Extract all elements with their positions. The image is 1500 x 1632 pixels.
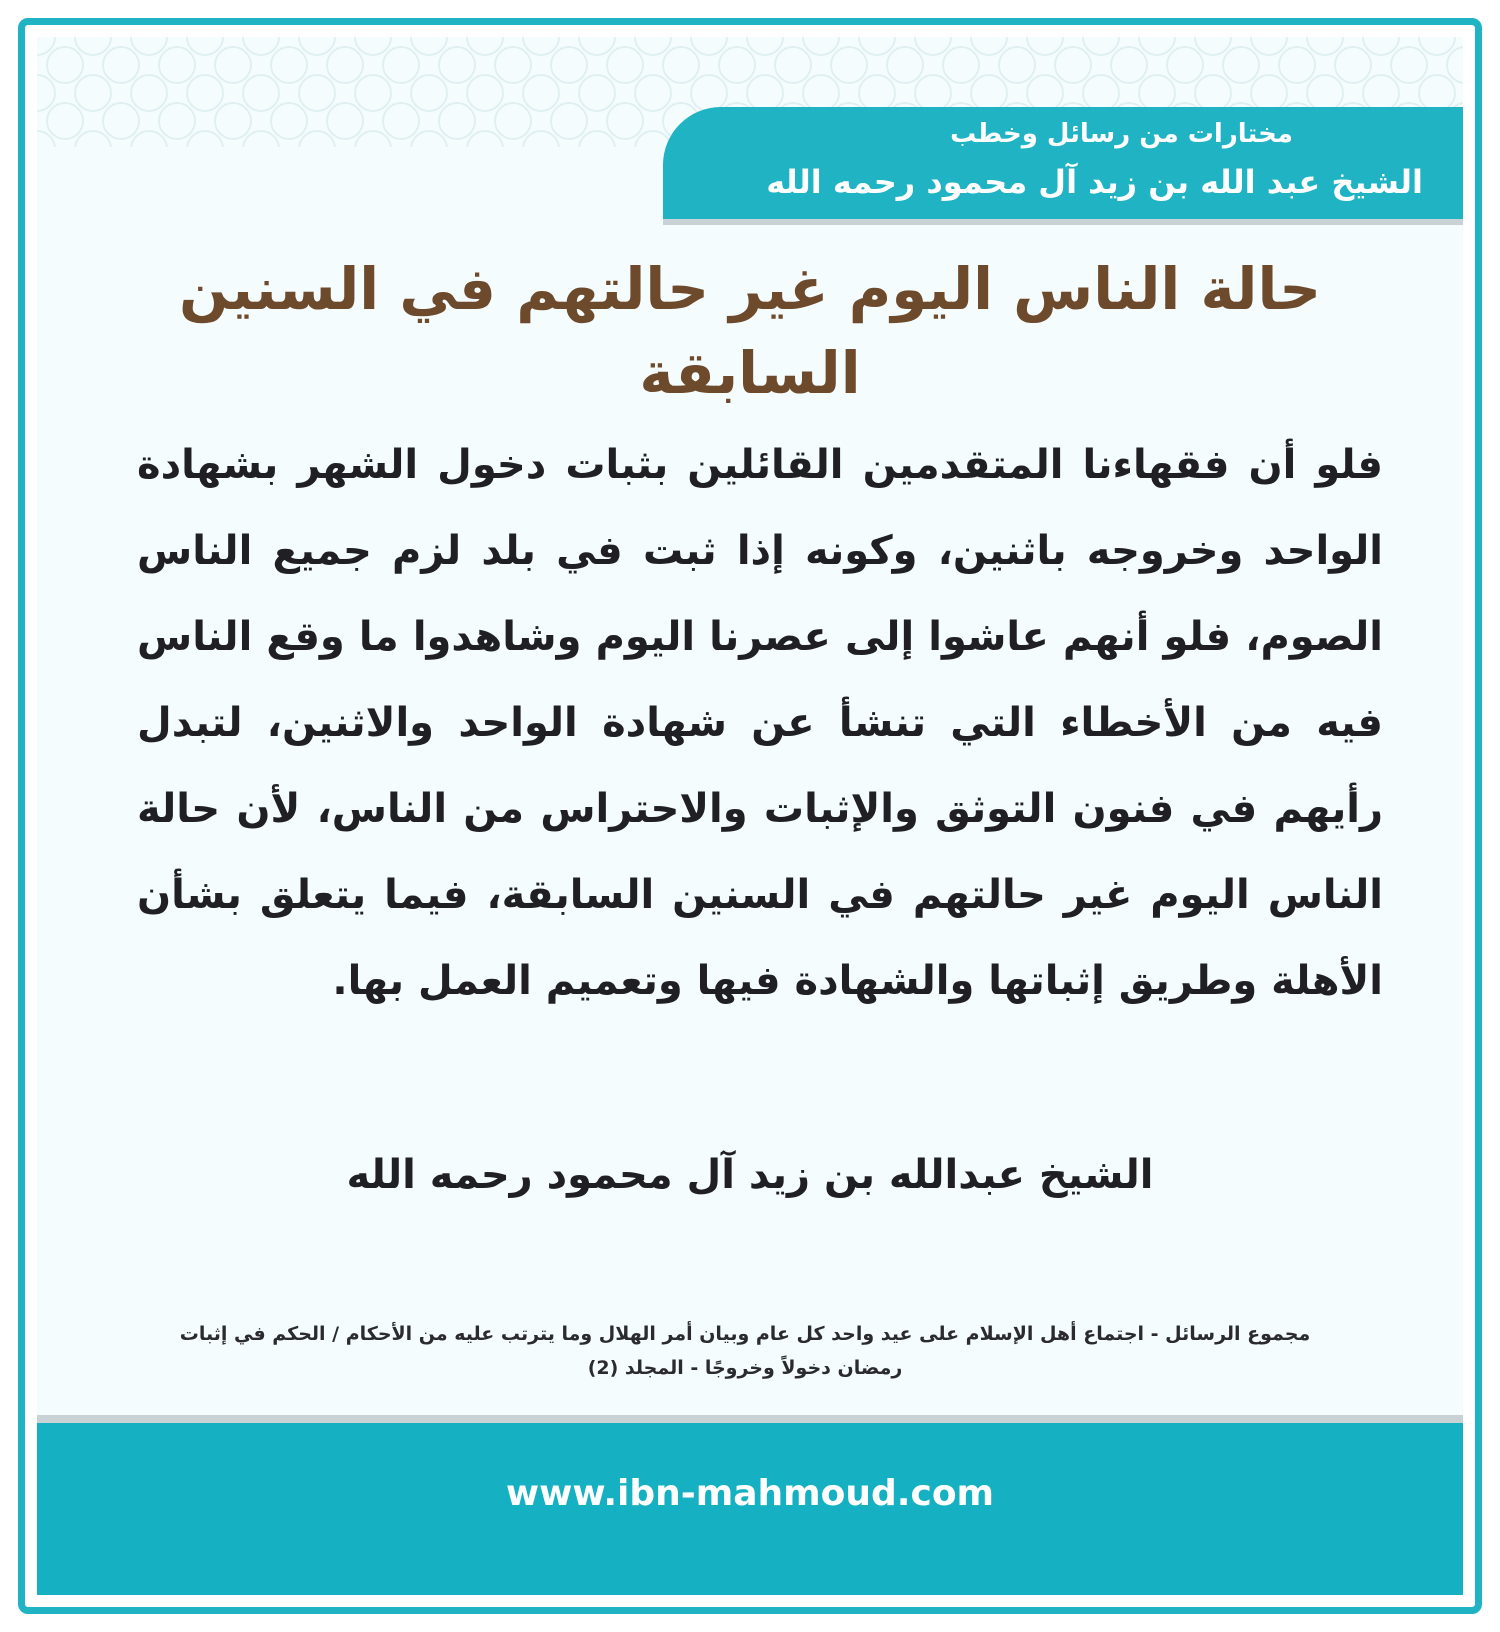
header-author: الشيخ عبد الله بن زيد آل محمود رحمه الله [766, 163, 1423, 201]
body-paragraph: فلو أن فقهاءنا المتقدمين القائلين بثبات دخول الشهر بشهادة الواحد وخروجه باثنين، وكونه إذا ثبت في بلد لزم جميع الناس الصوم، فلو أنهم عاشوا إلى عصرنا اليوم وشاهدوا ما وقع الناس فيه من الأخطاء التي تنشأ عن شهادة الواحد والاثنين، لتبدل رأيهم في فنون التوثق والإثبات والاحتراس من الناس، لأن حالة الناس اليوم غير حالتهم في السنين السابقة، فيما يتعلق بشأن الأهلة وطريق إثباتها والشهادة فيها وتعميم العمل بها. [137, 442, 1383, 1004]
card-inner [37, 37, 1463, 1595]
header-subtitle: مختارات من رسائل وخطب [950, 119, 1293, 149]
footer-bar [37, 1423, 1463, 1595]
header-banner [663, 107, 1463, 219]
card-frame [18, 18, 1482, 1614]
author-signature: الشيخ عبدالله بن زيد آل محمود رحمه الله [346, 1152, 1154, 1198]
source-reference: مجموع الرسائل - اجتماع أهل الإسلام على عيد واحد كل عام وبيان أمر الهلال وما يترتب عليه من الأحكام / الحكم في إثبات رمضان دخولاً وخروجًا - المجلد (2) [179, 1323, 1311, 1379]
website-link[interactable]: www.ibn-mahmoud.com [505, 1473, 995, 1514]
page-title: حالة الناس اليوم غير حالتهم في السنين السابقة [178, 255, 1322, 407]
